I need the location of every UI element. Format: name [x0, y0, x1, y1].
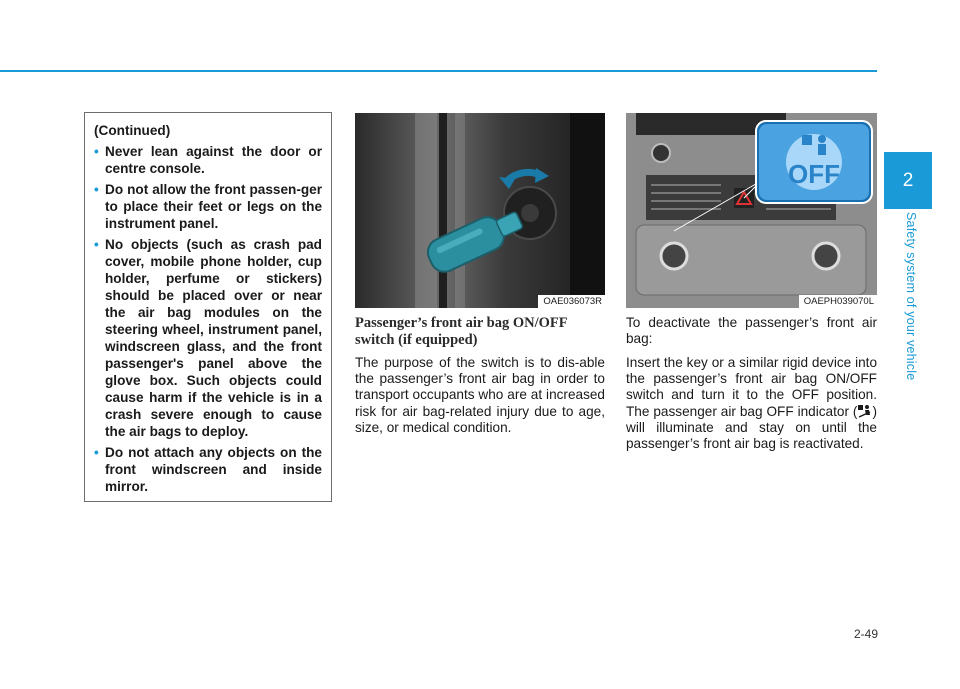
section-title: Passenger’s front air bag ON/OFF switch (if equipped) [355, 315, 568, 348]
chapter-number-tab: 2 [884, 152, 932, 209]
chapter-title: Safety system of your vehicle [904, 212, 918, 381]
figure-key-switch [355, 113, 605, 308]
warning-item: • No objects (such as crash pad cover, mobile phone holder, cup holder, perfume or stickers) should be placed over or near the air bag modules on the steering wheel, instrument panel, windscreen glass, and the front passenger's panel above the glove box. Such objects could cause harm if the vehicle is in a crash severe enough to cause the air bags to deploy. [94, 237, 322, 439]
warning-item: • Do not attach any objects on the front windscreen and inside mirror. [94, 445, 322, 494]
page-number: 2-49 [853, 627, 878, 641]
continued-label: (Continued) [94, 123, 171, 138]
warning-item: • Never lean against the door or centre console. [94, 144, 322, 176]
dashboard-illustration [626, 113, 877, 308]
deactivate-intro: To deactivate the passenger’s front air bag: [626, 315, 877, 347]
figure-code: OAEPH039070L [799, 295, 877, 308]
key-switch-illustration [355, 113, 605, 308]
section-body: The purpose of the switch is to dis-able the passenger’s front air bag in order to transport occupants who are at increased risk for air bag-related injury due to age, size, or medical condition. [355, 355, 605, 435]
bullet-icon: • [94, 237, 99, 252]
header-rule [0, 70, 877, 72]
airbag-off-icon [857, 404, 872, 418]
warning-list [94, 143, 322, 495]
warning-box [84, 112, 332, 502]
bullet-icon: • [94, 182, 99, 197]
figure-off-indicator [626, 113, 877, 308]
off-indicator-text: OFF [788, 159, 840, 189]
deactivate-instructions: Insert the key or a similar rigid device into the passenger’s front air bag ON/OFF switch and turn it to the OFF position. The passenger air bag OFF indicator ( ) will illuminate and stay on until the passenger’s front air bag is reactivated. [626, 355, 877, 452]
bullet-icon: • [94, 144, 99, 159]
figure-code: OAE036073R [538, 295, 605, 308]
bullet-icon: • [94, 445, 99, 460]
warning-item: • Do not allow the front passen-ger to place their feet or legs on the instrument panel. [94, 182, 322, 231]
